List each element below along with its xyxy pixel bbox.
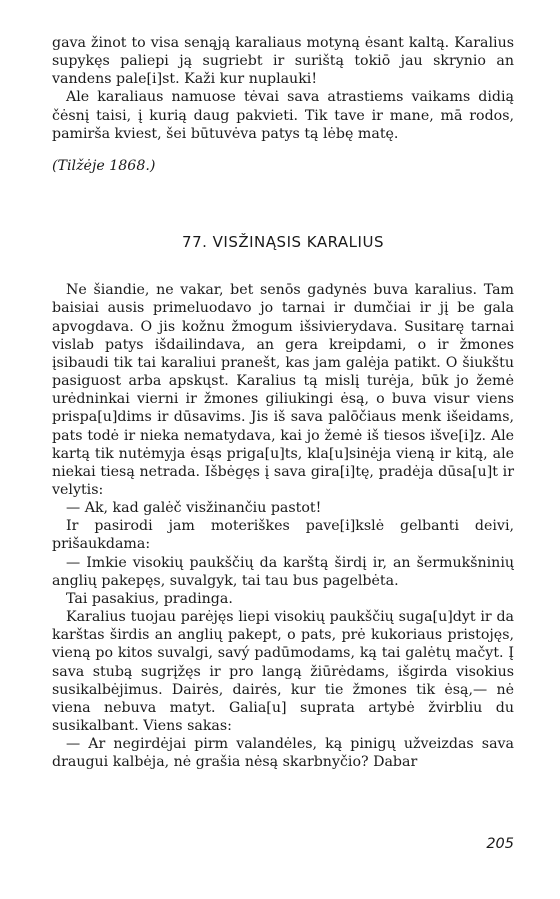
prev-paragraph-1: gava žinot to visa senąją karaliaus motyną ėsant kaltą. Karalius supykęs paliepi ją sugriebt ir surištą tokiō jau skrynio an vandens pale[i]st. Kaži kur nuplauki! — [52, 35, 514, 88]
book-page — [52, 34, 514, 771]
page-number: 205 — [486, 836, 514, 852]
story-paragraph-4: — Imkie visokių paukščių da karštą širdį ir, an šermukšninių anglių pakepęs, suvalgyk, tai tau bus pagelbėta. — [52, 554, 514, 589]
story-paragraph-5: Tai pasakius, pradinga. — [66, 590, 233, 607]
story-paragraph-6: Karalius tuojau parėjęs liepi visokių paukščių suga[u]dyt ir da karštas širdis an anglių pakept, o pats, prė kukoriaus pristojęs, vieną po kitos suvalgi, savý padūmodams, ką tai galėtų mačyt. Į sava stubą sugrįžęs ir pro langą žiūrėdams, išgirda visokius susikalbėjimus. Dairės, dairės, kur tie žmones tik ėsą,— nė viena nebuva matyt. Galia[u] suprata artybė žvirbliu du susikalbant. Viens sakas: — [52, 609, 514, 734]
source-note: (Tilžėje 1868.) — [52, 157, 156, 174]
story-paragraph-7: — Ar negirdėjai pirm valandėles, ką pinigų užveizdas sava draugui kalbėja, nė grašia nėsą skarbnyčio? Dabar — [52, 736, 514, 771]
story-paragraph-2: — Ak, kad galėč visžinančiu pastot! — [66, 500, 322, 517]
prev-paragraph-2: Ale karaliaus namuose tėvai sava atrastiems vaikams didią čėsnį taisi, į kurią daug pakvieti. Tik tave ir mane, mā rodos, pamirša kviest, šei būtuvėva patys tą lėbę matę. — [52, 89, 514, 142]
story-paragraph-3: Ir pasirodi jam moteriškes pave[i]kslė gelbanti deivi, prišaukdama: — [52, 518, 514, 553]
story-paragraph-1: Ne šiandie, ne vakar, bet senōs gadynės buva karalius. Tam baisiai ausis primeluodavo jo tarnai ir dumčiai ir jį be gala apvogdava. O jis kožnu žmogum išsivierydava. Susitarę tarnai vislab patys išdailindava, an gera kreipdami, o ir žmones įsibaudi tik tai karaliui pranešt, kas jam galėja patikt. O šiukštu pasiguost arba apskųst. Karalius tą mislį turėja, būk jo žemė urėdninkai vierni ir žmones giliukingi ėsą, o buva visur viens prispa[u]dims ir dūsavims. Jis iš sava palōčiaus menk išeidams, pats todė ir nieka nematydava, kai jo žemė iš tiesos išve[i]z. Ale kartą tik nutėmyja ėsąs priga[u]ts, kla[u]sinėja vieną ir kitą, ale niekai tiesą netrada. Išbėgęs į sava gira[i]tę, pradėja dūsa[u]t ir velytis: — [52, 282, 514, 498]
story-title: 77. VISŽINĄSIS KARALIUS — [182, 233, 384, 252]
